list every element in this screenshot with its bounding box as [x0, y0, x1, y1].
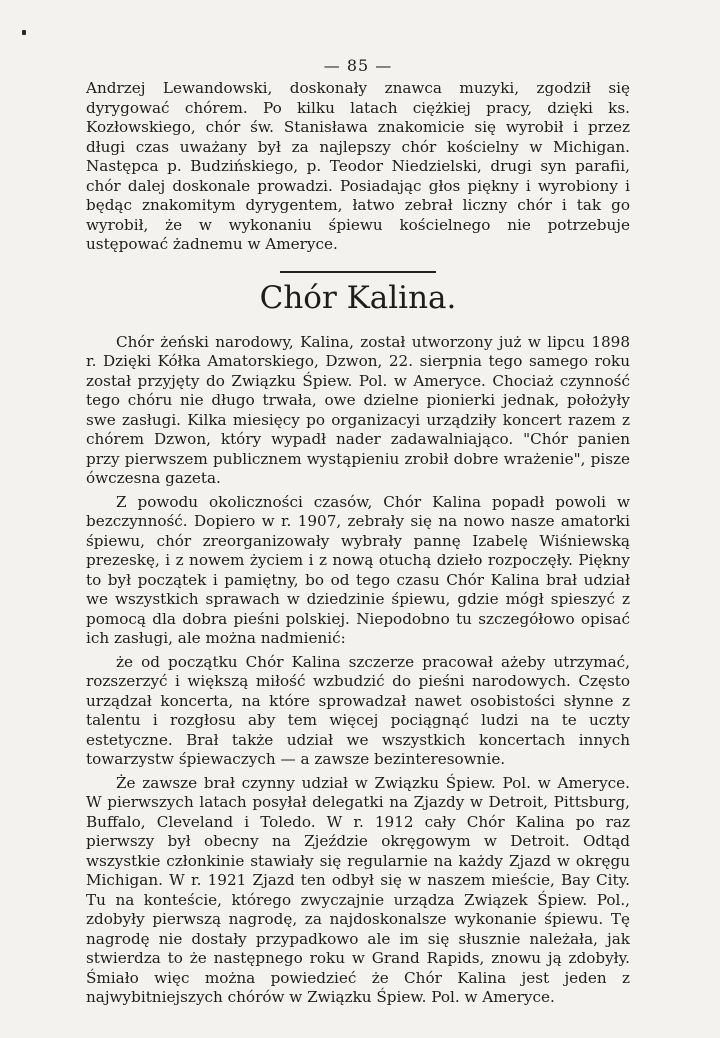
body-paragraph-3: że od początku Chór Kalina szczerze pracował ażeby utrzymać, rozszerzyć i większą miłość wzbudzić do pieśni narodowych. Często urządzał koncerta, na które sprowadzał nawet osobistości słynne z talentu i rozgłosu aby tem więcej pociągnąć ludzi na te uczty estetyczne. Brał także udział we wszystkich koncertach innych towarzystw śpiewaczych — a zawsze bezinteresownie.: [86, 652, 630, 768]
section-divider: [280, 271, 436, 273]
page-number: — 85 —: [323, 56, 393, 75]
document-page: [86, 56, 630, 1008]
ink-speck: [22, 30, 26, 35]
section-title: Chór Kalina.: [259, 279, 457, 316]
body-paragraph-4: Że zawsze brał czynny udział w Związku Śpiew. Pol. w Ameryce. W pierwszych latach posyłał delegatki na Zjazdy w Detroit, Pittsburg, Buffalo, Cleveland i Toledo. W r. 1912 cały Chór Kalina po raz pierwszy był obecny na Zjeździe okręgowym w Detroit. Odtąd wszystkie członkinie stawiały się regularnie na każdy Zjazd w okręgu Michigan. W r. 1921 Zjazd ten odbył się w naszem mieście, Bay City. Tu na konteście, którego zwyczajnie urządza Związek Śpiew. Pol., zdobyły pierwszą nagrodę, za najdoskonalsze wykonanie śpiewu. Tę nagrodę nie dostały przypadkowo ale im się słusznie należała, jak stwierdza to że następnego roku w Grand Rapids, znowu ją zdobyły. Śmiało więc można powiedzieć że Chór Kalina jest jeden z najwybitniejszych chórów w Związku Śpiew. Pol. w Ameryce.: [86, 773, 630, 1006]
intro-paragraph: Andrzej Lewandowski, doskonały znawca muzyki, zgodził się dyrygować chórem. Po kilku latach ciężkiej pracy, dzięki ks. Kozłowskiego, chór św. Stanisława znakomicie się wyrobił i przez długi czas uważany był za najlepszy chór kościelny w Michigan. Następca p. Budzińskiego, p. Teodor Niedzielski, drugi syn parafii, chór dalej doskonale prowadzi. Posiadając głos piękny i wyrobiony i będąc znakomitym dyrygentem, łatwo zebrał liczny chór i tak go wyrobił, że w wykonaniu śpiewu kościelnego nie potrzebuje ustępować żadnemu w Ameryce.: [86, 79, 630, 253]
body-paragraph-2: Z powodu okoliczności czasów, Chór Kalina popadł powoli w bezczynność. Dopiero w r. 1907, zebrały się na nowo nasze amatorki śpiewu, chór zreorganizowały wybrały pannę Izabelę Wiśniewską prezeskę, i z nowem życiem i z nową otuchą dzieło rozpoczęły. Piękny to był początek i pamiętny, bo od tego czasu Chór Kalina brał udział we wszystkich sprawach w dziedzinie śpiewu, gdzie mógł spieszyć z pomocą dla dobra pieśni polskiej. Niepodobno tu szczegółowo opisać ich zasługi, ale można nadmienić:: [86, 492, 630, 647]
body-paragraph-1: Chór żeński narodowy, Kalina, został utworzony już w lipcu 1898 r. Dzięki Kółka Amatorskiego, Dzwon, 22. sierpnia tego samego roku został przyjęty do Związku Śpiew. Pol. w Ameryce. Chociaż czynność tego chóru nie długo trwała, owe dzielne pionierki jednak, położyły swe zasługi. Kilka miesięcy po organizacyi urządziły koncert razem z chórem Dzwon, który wypadł nader zadawalniająco. "Chór panien przy pierwszem publicznem wystąpieniu zrobił dobre wrażenie", pisze ówczesna gazeta.: [86, 332, 630, 487]
